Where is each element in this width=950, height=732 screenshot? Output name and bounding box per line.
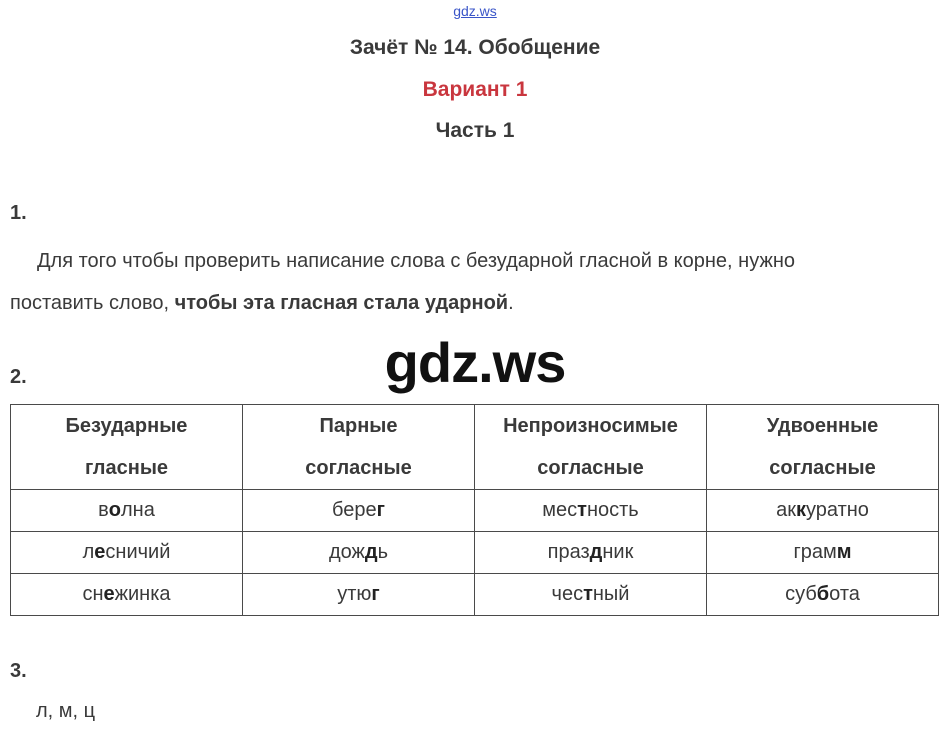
word-part: лна: [121, 499, 155, 521]
word-highlight: е: [94, 541, 106, 563]
header-line: согласные: [769, 457, 876, 479]
table-row: [11, 574, 939, 616]
header-paired-consonants: [243, 405, 475, 490]
header-silent-consonants: [475, 405, 707, 490]
table-header-row: [11, 405, 939, 490]
table-cell: [707, 490, 939, 532]
table-cell: [475, 574, 707, 616]
word-part: праз: [547, 541, 590, 563]
table-cell: [475, 490, 707, 532]
word-part: ь: [377, 541, 389, 563]
header-line: Парные: [319, 415, 398, 437]
table-cell: [707, 532, 939, 574]
table-cell: [11, 574, 243, 616]
table-cell: [475, 532, 707, 574]
q1-text-end: .: [508, 292, 514, 314]
header-line: Безударные: [65, 415, 188, 437]
q1-text-line2: поставить слово,: [10, 292, 170, 314]
question-3-answer: л, м, ц: [36, 700, 96, 722]
word-highlight: к: [795, 499, 806, 521]
word-highlight: т: [583, 583, 593, 605]
page-title: Зачёт № 14. Обобщение: [349, 36, 601, 59]
word-part: суб: [785, 583, 817, 605]
word-part: чес: [551, 583, 584, 605]
header-line: гласные: [84, 457, 169, 479]
table-row: [11, 532, 939, 574]
word-part: бере: [332, 499, 377, 521]
question-2-number: 2.: [10, 366, 27, 388]
word-highlight: т: [577, 499, 587, 521]
word-part: дож: [328, 541, 365, 563]
word-highlight: о: [108, 499, 121, 521]
word-part: в: [98, 499, 109, 521]
spelling-table: [10, 404, 939, 616]
part-heading: Часть 1: [435, 119, 515, 142]
question-1-answer: [10, 240, 945, 324]
word-part: сничий: [105, 541, 171, 563]
word-part: уратно: [805, 499, 869, 521]
word-part: ность: [586, 499, 639, 521]
word-highlight: г: [371, 583, 380, 605]
word-part: ник: [602, 541, 634, 563]
word-part: грам: [793, 541, 837, 563]
table-cell: [11, 532, 243, 574]
watermark-top: gdz.ws: [453, 3, 497, 19]
table-row: [11, 490, 939, 532]
header-line: Непроизносимые: [503, 415, 678, 437]
question-1-number: 1.: [10, 202, 27, 224]
word-highlight: м: [836, 541, 852, 563]
header-line: согласные: [305, 457, 412, 479]
word-part: жинка: [114, 583, 171, 605]
table-cell: [243, 490, 475, 532]
word-part: ота: [829, 583, 860, 605]
word-part: л: [82, 541, 95, 563]
word-part: мес: [542, 499, 578, 521]
word-part: ный: [592, 583, 630, 605]
q1-text-bold: чтобы эта гласная стала ударной: [174, 292, 509, 314]
header-unstressed-vowels: [11, 405, 243, 490]
table-cell: [11, 490, 243, 532]
table-cell: [243, 532, 475, 574]
question-3-number: 3.: [10, 660, 27, 682]
header-line: согласные: [537, 457, 644, 479]
word-part: ак: [776, 499, 796, 521]
word-highlight: б: [816, 583, 830, 605]
header-double-consonants: [707, 405, 939, 490]
word-highlight: г: [376, 499, 385, 521]
word-part: утю: [337, 583, 372, 605]
word-part: сн: [82, 583, 104, 605]
header-line: Удвоенные: [766, 415, 879, 437]
table-cell: [707, 574, 939, 616]
word-highlight: е: [103, 583, 115, 605]
word-highlight: д: [589, 541, 603, 563]
variant-heading: Вариант 1: [422, 78, 528, 101]
q1-text-start: Для того чтобы проверить написание слова с безударной гласной в корне, нужно: [37, 250, 795, 272]
word-highlight: д: [364, 541, 378, 563]
table-cell: [243, 574, 475, 616]
watermark-center: gdz.ws: [384, 331, 566, 394]
